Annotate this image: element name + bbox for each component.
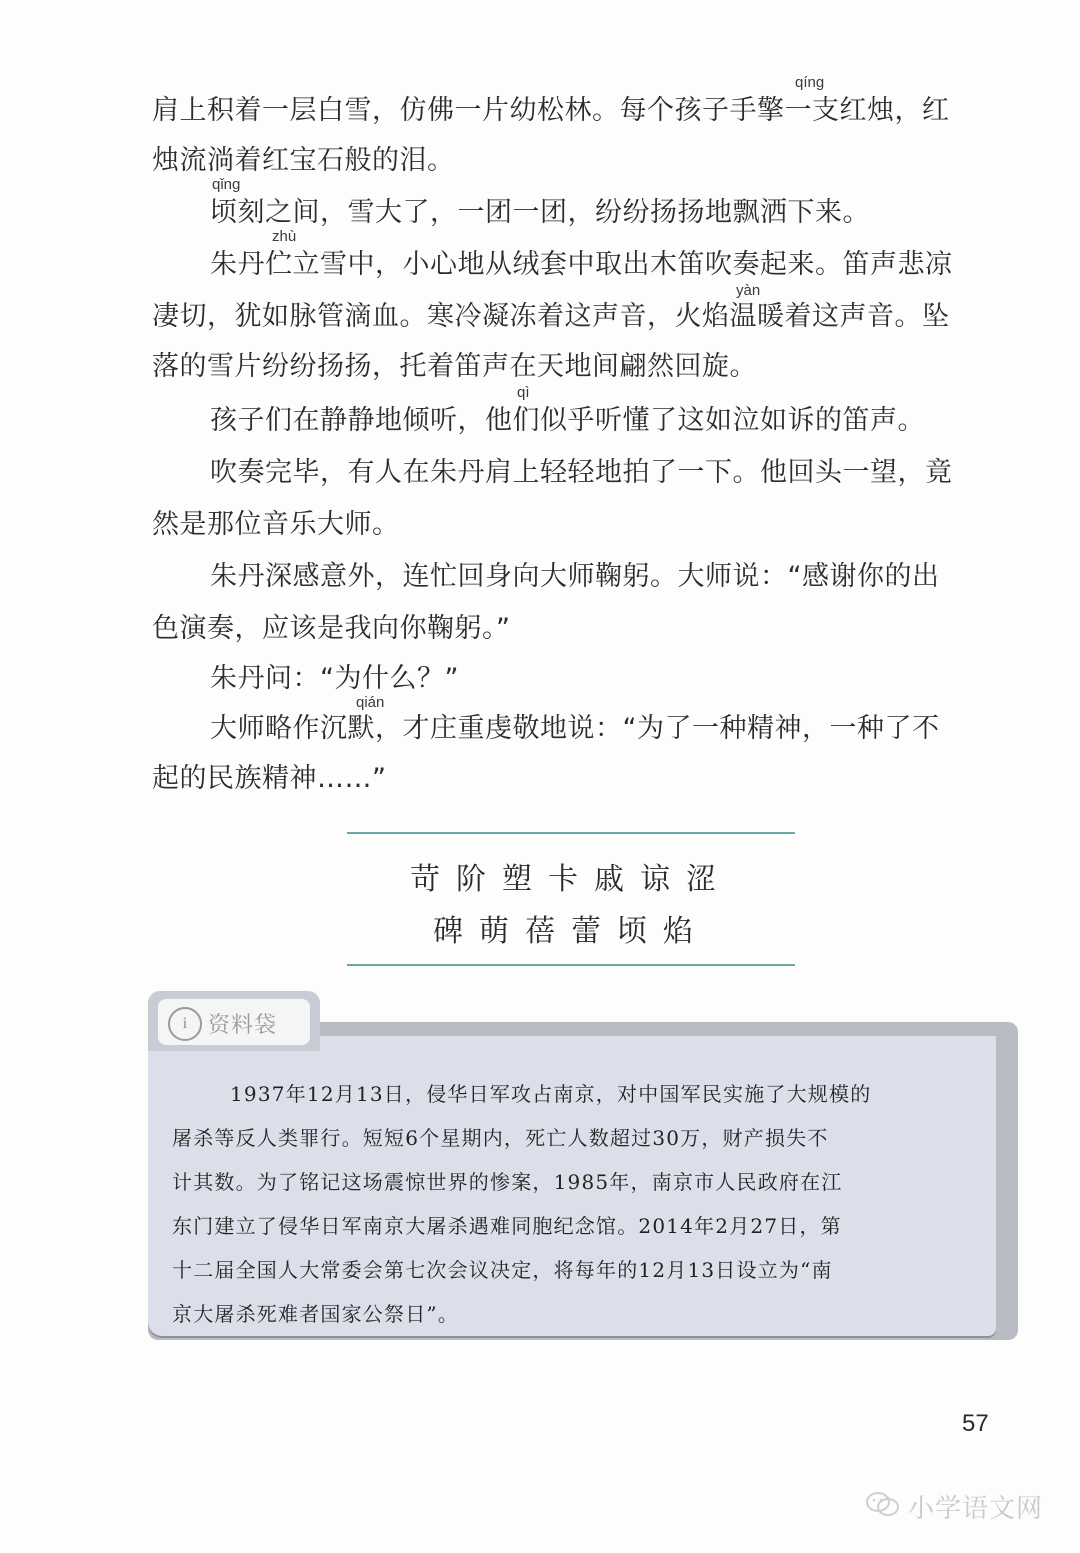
story-line: 朱丹伫立雪中，小心地从绒套中取出木笛吹奏起来。笛声悲凉 <box>210 249 953 280</box>
pinyin-annotation: qíng <box>795 74 825 91</box>
story-line: 孩子们在静静地倾听，他们似乎听懂了这如泣如诉的笛声。 <box>210 405 925 436</box>
info-line: 1937年12月13日，侵华日军攻占南京，对中国军民实施了大规模的 <box>230 1082 872 1106</box>
story-line: 吹奏完毕，有人在朱丹肩上轻轻地拍了一下。他回头一望，竟 <box>210 457 953 488</box>
story-line: 然是那位音乐大师。 <box>152 509 400 540</box>
new-characters-box <box>347 832 795 966</box>
watermark-text: 小学语文网 <box>908 1494 1044 1524</box>
wechat-icon <box>865 1490 901 1518</box>
info-box-tab <box>148 991 320 1051</box>
story-line: 朱丹深感意外，连忙回身向大师鞠躬。大师说：“感谢你的出 <box>210 561 940 592</box>
story-line: 起的民族精神……” <box>152 763 387 794</box>
story-line: 顷刻之间，雪大了，一团一团，纷纷扬扬地飘洒下来。 <box>210 197 870 228</box>
pinyin-annotation: qián <box>356 694 385 711</box>
story-line: 朱丹问：“为什么？” <box>210 663 459 694</box>
pinyin-annotation: zhù <box>272 228 297 245</box>
info-line: 十二届全国人大常委会第七次会议决定，将每年的12月13日设立为“南 <box>172 1258 833 1282</box>
info-line: 东门建立了侵华日军南京大屠杀遇难同胞纪念馆。2014年2月27日，第 <box>172 1214 842 1238</box>
story-line: 肩上积着一层白雪，仿佛一片幼松林。每个孩子手擎一支红烛，红 <box>152 95 950 126</box>
story-line: 大师略作沉默，才庄重虔敬地说：“为了一种精神，一种了不 <box>210 713 940 744</box>
info-box-title: 资料袋 <box>208 1013 278 1038</box>
new-characters-row-1: 苛阶塑卡戚谅涩 <box>410 862 732 897</box>
pinyin-annotation: qǐng <box>212 176 241 193</box>
info-line: 计其数。为了铭记这场震惊世界的惨案，1985年，南京市人民政府在江 <box>172 1170 843 1194</box>
pinyin-annotation: yàn <box>736 282 761 299</box>
story-line: 色演奏，应该是我向你鞠躬。” <box>152 613 511 644</box>
info-icon: i <box>168 1007 202 1041</box>
info-line: 京大屠杀死难者国家公祭日”。 <box>172 1302 460 1326</box>
new-characters-row-2: 碑萌蓓蕾顷焰 <box>433 914 709 949</box>
pinyin-annotation: qì <box>517 384 530 401</box>
info-line: 屠杀等反人类罪行。短短6个星期内，死亡人数超过30万，财产损失不 <box>172 1126 829 1150</box>
story-line: 落的雪片纷纷扬扬，托着笛声在天地间翩然回旋。 <box>152 351 757 382</box>
page-number: 57 <box>962 1410 989 1437</box>
story-line: 烛流淌着红宝石般的泪。 <box>152 145 455 176</box>
story-line: 凄切，犹如脉管滴血。寒冷凝冻着这声音，火焰温暖着这声音。坠 <box>152 301 950 332</box>
